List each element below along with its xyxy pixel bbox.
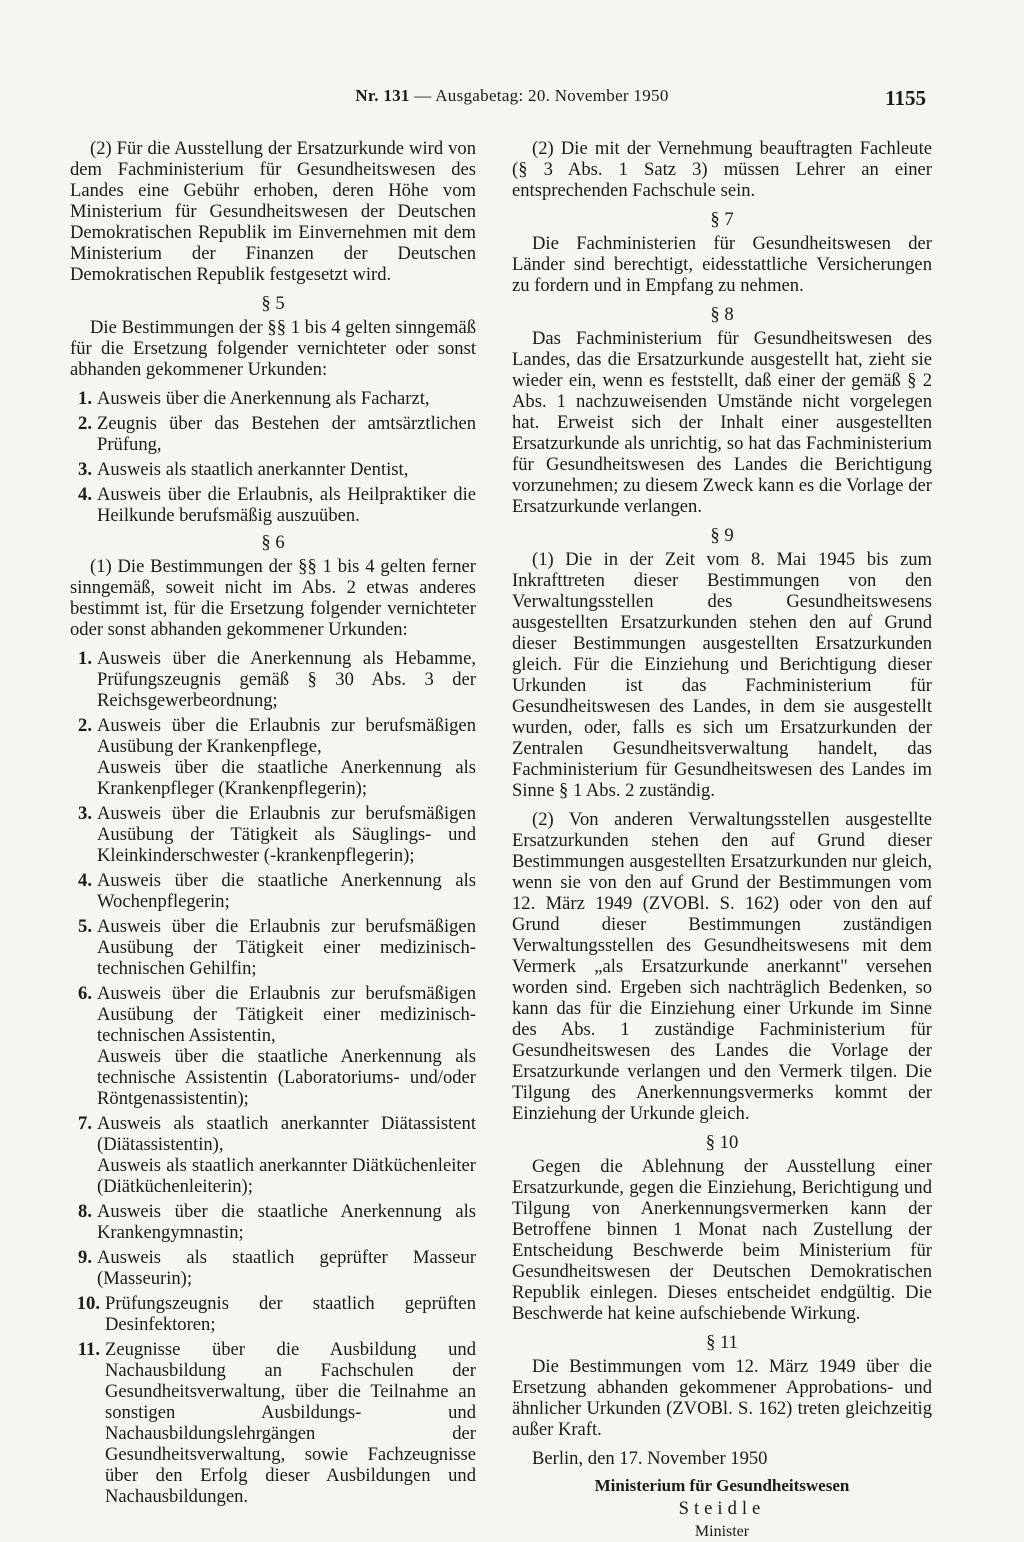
item-text	[97, 715, 476, 799]
section-6-heading: § 6	[261, 532, 285, 553]
item-text	[97, 648, 476, 711]
item-text-part-a: Ausweis über die Erlaubnis zur berufsmäßigen Ausübung der Tätigkeit einer medizinisch-technischen Assistentin,	[97, 983, 476, 1046]
list-item	[70, 388, 476, 409]
page-number: 1155	[885, 86, 926, 110]
right-column	[512, 138, 932, 1542]
item-text-part-b: Ausweis als staatlich anerkannter Diätküchenleiter (Diätküchenleiterin);	[97, 1155, 476, 1197]
list-item	[70, 1113, 476, 1197]
item-number: 4.	[78, 870, 92, 891]
list-item	[70, 803, 476, 866]
paragraph-experts: (2) Die mit der Vernehmung beauftragten Fachleute (§ 3 Abs. 1 Satz 3) müssen Lehrer an einer entsprechenden Fachschule sein.	[512, 138, 932, 201]
issue-number: Nr. 131	[355, 86, 410, 105]
list-item	[70, 484, 476, 526]
item-number: 7.	[78, 1113, 92, 1134]
signature-block	[512, 1475, 932, 1542]
signer-name: Steidle	[678, 1498, 766, 1519]
issue-line	[48, 86, 976, 106]
list-item	[70, 916, 476, 979]
section-5-list	[70, 388, 476, 526]
section-6-list	[70, 648, 476, 1507]
section-6-intro: (1) Die Bestimmungen der §§ 1 bis 4 gelten ferner sinngemäß, soweit nicht im Abs. 2 etwas anderes bestimmt ist, für die Ersetzung folgender vernichteter oder sonst abhanden gekommener Urkunden:	[70, 556, 476, 640]
section-11-heading: § 11	[706, 1332, 738, 1353]
item-text-part-a: Ausweis über die staatliche Anerkennung als Wochenpflegerin;	[97, 870, 476, 912]
item-text	[97, 1247, 476, 1289]
item-number: 4.	[78, 484, 92, 505]
item-text-part-a: Ausweis über die Erlaubnis zur berufsmäßigen Ausübung der Tätigkeit als Säuglings- und Kleinkinderschwester (-krankenpflegerin);	[97, 803, 476, 866]
item-text: Ausweis über die Erlaubnis, als Heilpraktiker die Heilkunde berufsmäßig auszuüben.	[97, 484, 476, 526]
section-8-heading: § 8	[710, 304, 734, 325]
signing-ministry: Ministerium für Gesundheitswesen	[594, 1476, 850, 1495]
item-text	[105, 1339, 476, 1507]
issue-date: — Ausgabetag: 20. November 1950	[414, 86, 669, 105]
item-text: Ausweis über die Anerkennung als Facharzt,	[97, 388, 430, 409]
item-number: 10.	[76, 1293, 100, 1314]
left-column	[70, 138, 476, 1513]
section-9-paragraph-1: (1) Die in der Zeit vom 8. Mai 1945 bis zum Inkrafttreten dieser Bestimmungen von den Verwaltungsstellen des Gesundheitswesens ausgestellten Ersatzurkunden stehen den auf Grund dieser Bestimmungen ausgestellten Ersatzurkunden gleich. Für die Einziehung und Berichtigung dieser Urkunden ist das Fachministerium für Gesundheitswesen des Landes, in dem sie ausgestellt wurden, oder, falls es sich um Ersatzurkunden der Zentralen Gesundheitsverwaltung handelt, das Fachministerium für Gesundheitswesen des Landes im Sinne § 1 Abs. 2 zuständig.	[512, 549, 932, 801]
place-and-date: Berlin, den 17. November 1950	[532, 1448, 768, 1469]
item-text	[97, 870, 476, 912]
item-text: Zeugnis über das Bestehen der amtsärztlichen Prüfung,	[97, 413, 476, 455]
item-text	[97, 803, 476, 866]
item-number: 1.	[78, 648, 92, 669]
section-10-heading: § 10	[705, 1132, 739, 1153]
item-number: 2.	[78, 715, 92, 736]
item-text-part-a: Ausweis über die Erlaubnis zur berufsmäßigen Ausübung der Krankenpflege,	[97, 715, 476, 757]
list-item	[70, 1201, 476, 1243]
item-text	[97, 916, 476, 979]
list-item	[70, 715, 476, 799]
item-number: 3.	[78, 459, 92, 480]
item-text: Ausweis als staatlich anerkannter Dentist,	[97, 459, 409, 480]
section-5-heading: § 5	[261, 293, 285, 314]
item-text	[97, 1113, 476, 1197]
item-text-part-a: Prüfungszeugnis der staatlich geprüften Desinfektoren;	[105, 1293, 476, 1335]
item-text-part-b: Ausweis über die staatliche Anerkennung als Krankenpfleger (Krankenpflegerin);	[97, 757, 476, 799]
paragraph-fee: (2) Für die Ausstellung der Ersatzurkunde wird von dem Fachministerium für Gesundheitswesen des Landes eine Gebühr erhoben, deren Höhe vom Ministerium für Gesundheitswesen der Deutschen Demokratischen Republik im Einvernehmen mit dem Ministerium der Finanzen der Deutschen Demokratischen Republik festgesetzt wird.	[70, 138, 476, 285]
item-number: 1.	[78, 388, 92, 409]
item-text-part-a: Zeugnisse über die Ausbildung und Nachausbildung an Fachschulen der Gesundheitsverwaltung, über die Teilnahme an sonstigen Ausbildungs- und Nachausbildungslehrgängen der Gesundheitsverwaltung, sowie Fachzeugnisse über den Erfolg dieser Ausbildungen und Nachausbildungen.	[105, 1339, 476, 1507]
page-header	[48, 80, 976, 116]
section-9-heading: § 9	[710, 525, 734, 546]
item-text-part-a: Ausweis als staatlich geprüfter Masseur (Masseurin);	[97, 1247, 476, 1289]
item-number: 3.	[78, 803, 92, 824]
list-item	[70, 983, 476, 1109]
list-item	[70, 413, 476, 455]
section-7-text: Die Fachministerien für Gesundheitswesen der Länder sind berechtigt, eidesstattliche Versicherungen zu fordern und in Empfang zu nehmen.	[512, 233, 932, 296]
item-number: 9.	[78, 1247, 92, 1268]
list-item	[70, 648, 476, 711]
list-item	[70, 1339, 476, 1507]
item-text-part-a: Ausweis über die staatliche Anerkennung als Krankengymnastin;	[97, 1201, 476, 1243]
item-text-part-a: Ausweis über die Erlaubnis zur berufsmäßigen Ausübung der Tätigkeit einer medizinisch-technischen Gehilfin;	[97, 916, 476, 979]
item-text-part-a: Ausweis über die Anerkennung als Hebamme, Prüfungszeugnis gemäß § 30 Abs. 3 der Reichsgewerbeordnung;	[97, 648, 476, 711]
section-11-text: Die Bestimmungen vom 12. März 1949 über die Ersetzung abhanden gekommener Approbations- und ähnlicher Urkunden (ZVOBl. S. 162) treten gleichzeitig außer Kraft.	[512, 1356, 932, 1440]
item-text	[97, 1201, 476, 1243]
item-number: 2.	[78, 413, 92, 434]
item-number: 5.	[78, 916, 92, 937]
section-7-heading: § 7	[710, 209, 734, 230]
list-item	[70, 1293, 476, 1335]
item-number: 6.	[78, 983, 92, 1004]
item-text	[105, 1293, 476, 1335]
section-9-paragraph-2: (2) Von anderen Verwaltungsstellen ausgestellte Ersatzurkunden stehen den auf Grund dieser Bestimmungen ausgestellten Ersatzurkunden nur gleich, wenn sie von den auf Grund der Bestimmungen vom 12. März 1949 (ZVOBl. S. 162) oder von den auf Grund dieser Bestimmungen zuständigen Verwaltungsstellen des Gesundheitswesens mit dem Vermerk „als Ersatzurkunde anerkannt" versehen worden sind. Ergeben sich nachträglich Bedenken, so kann das für die Einziehung einer Urkunde im Sinne des Abs. 1 zuständige Fachministerium für Gesundheitswesen des Landes die Vorlage der Ersatzurkunde verlangen und den Vermerk tilgen. Die Tilgung des Anerkennungsvermerks kommt der Einziehung der Urkunde gleich.	[512, 809, 932, 1124]
section-8-text: Das Fachministerium für Gesundheitswesen des Landes, das die Ersatzurkunde ausgestellt hat, zieht sie wieder ein, wenn es feststellt, daß einer der gemäß § 2 Abs. 1 nachzuweisenden Umstände nicht vorgelegen hat. Erweist sich der Inhalt einer ausgestellten Ersatzurkunde als unrichtig, so hat das Fachministerium für Gesundheitswesen des Landes die Berichtigung vorzunehmen; zu diesem Zweck kann es die Vorlage der Ersatzurkunde verlangen.	[512, 328, 932, 517]
list-item	[70, 870, 476, 912]
list-item	[70, 459, 476, 480]
section-5-intro: Die Bestimmungen der §§ 1 bis 4 gelten sinngemäß für die Ersetzung folgender vernichteter oder sonst abhanden gekommener Urkunden:	[70, 317, 476, 380]
item-number: 11.	[77, 1339, 100, 1360]
list-item	[70, 1247, 476, 1289]
section-10-text: Gegen die Ablehnung der Ausstellung einer Ersatzurkunde, gegen die Einziehung, Berichtigung und Tilgung von Anerkennungsvermerken kann der Betroffene binnen 1 Monat nach Zustellung der Entscheidung Beschwerde beim Ministerium für Gesundheitswesen der Deutschen Demokratischen Republik einlegen. Dieses entscheidet endgültig. Die Beschwerde hat keine aufschiebende Wirkung.	[512, 1156, 932, 1324]
signer-role: Minister	[694, 1523, 750, 1540]
item-text	[97, 983, 476, 1109]
item-number: 8.	[78, 1201, 92, 1222]
item-text-part-b: Ausweis über die staatliche Anerkennung als technische Assistentin (Laboratoriums- und/oder Röntgenassistentin);	[97, 1046, 476, 1109]
item-text-part-a: Ausweis als staatlich anerkannter Diätassistent (Diätassistentin),	[97, 1113, 476, 1155]
